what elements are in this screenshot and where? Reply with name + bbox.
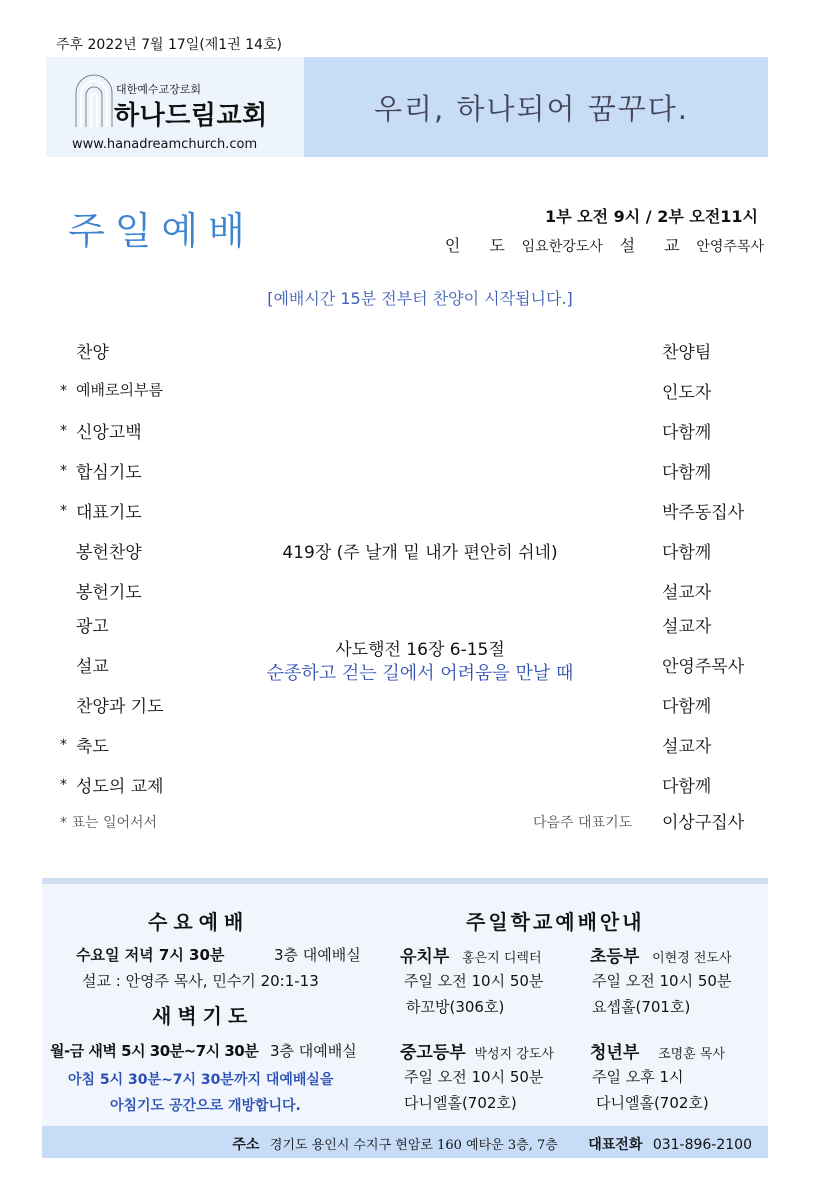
denomination: 대한예수교장로회	[116, 83, 202, 96]
sermon-info	[200, 638, 640, 686]
wednesday-time: 수요일 저녁 7시 30분	[76, 946, 225, 964]
standing-mark: *	[60, 737, 67, 753]
worship-title: 주일예배	[68, 209, 255, 253]
church-url[interactable]: www.hanadreamchurch.com	[72, 137, 258, 152]
sermon-title: 순종하고 걷는 길에서 어려움을 만날 때	[266, 663, 574, 684]
order-item-name: 합심기도	[76, 463, 142, 483]
dawn-place: 3층 대예배실	[270, 1042, 357, 1060]
sermon-scripture: 사도행전 16장 6-15절	[335, 640, 505, 660]
group-youth	[400, 1038, 554, 1063]
order-row	[0, 456, 840, 486]
order-row	[0, 536, 840, 566]
standing-mark: *	[60, 777, 67, 793]
order-item-person: 다함께	[662, 423, 712, 443]
group-leader: 박성지 강도사	[474, 1047, 554, 1062]
leader-label: 인 도	[444, 236, 517, 255]
group-time: 주일 오전 10시 50분	[404, 1068, 544, 1086]
dawn-note-1: 아침 5시 30분~7시 30분까지 대예배실을	[68, 1072, 334, 1088]
church-motto: 우리, 하나되어 꿈꾸다.	[374, 92, 689, 126]
group-room: 하꼬방(306호)	[406, 998, 505, 1016]
standing-mark: *	[60, 383, 67, 399]
group-name: 중고등부	[400, 1043, 466, 1063]
group-time: 주일 오후 1시	[592, 1068, 684, 1086]
order-item-name: 신앙고백	[76, 423, 142, 443]
worship-leaders	[445, 233, 764, 256]
group-room: 다니엘홀(702호)	[404, 1094, 517, 1112]
preacher-label: 설 교	[619, 236, 692, 255]
order-item-person: 찬양팀	[662, 343, 712, 363]
group-leader: 홍은지 디렉터	[462, 951, 542, 966]
order-row	[0, 730, 840, 760]
order-item-person: 다함께	[662, 463, 712, 483]
order-item-name: 성도의 교제	[76, 777, 164, 797]
phone-label: 대표전화	[588, 1137, 643, 1153]
church-logo	[46, 57, 304, 157]
group-time: 주일 오전 10시 50분	[404, 972, 544, 990]
order-item-person: 설교자	[662, 617, 712, 637]
church-name: 하나드림교회	[114, 101, 268, 131]
worship-notice: [예배시간 15분 전부터 찬양이 시작됩니다.]	[267, 289, 573, 308]
group-leader: 조명훈 목사	[658, 1047, 725, 1062]
order-item-person: 설교자	[662, 583, 712, 603]
group-young-adults	[590, 1038, 725, 1063]
next-week-label: 다음주 대표기도	[533, 815, 633, 831]
preacher-name: 안영주목사	[696, 239, 764, 255]
dawn-note-2: 아침기도 공간으로 개방합니다.	[110, 1098, 301, 1114]
order-item-person: 다함께	[662, 543, 712, 563]
order-row	[0, 336, 840, 366]
order-item-name: 축도	[76, 737, 109, 757]
next-week-name: 이상구집사	[662, 813, 745, 833]
order-item-person: 다함께	[662, 697, 712, 717]
order-row	[0, 770, 840, 800]
address: 경기도 용인시 수지구 현암로 160 예타운 3층, 7층	[269, 1138, 558, 1153]
order-item-name: 설교	[76, 657, 109, 677]
standing-mark: *	[60, 463, 67, 479]
wednesday-sermon: 설교 : 안영주 목사, 민수기 20:1-13	[82, 972, 319, 990]
order-item-name: 대표기도	[76, 503, 142, 523]
order-item-person: 다함께	[662, 777, 712, 797]
wednesday-title: 수요예배	[148, 910, 250, 934]
info-box	[42, 878, 768, 1136]
order-row	[0, 690, 840, 720]
dawn-time: 월-금 새벽 5시 30분~7시 30분	[50, 1042, 259, 1060]
order-item-name: 봉헌기도	[76, 583, 142, 603]
order-item-person: 설교자	[662, 737, 712, 757]
group-leader: 이현경 전도사	[652, 951, 732, 966]
leader-name: 임요한강도사	[521, 239, 603, 255]
dawn-title: 새벽기도	[152, 1004, 254, 1028]
order-row	[0, 416, 840, 446]
group-elementary	[590, 942, 732, 967]
group-name: 유치부	[400, 947, 450, 967]
order-item-person: 인도자	[662, 383, 712, 403]
order-row	[0, 376, 840, 406]
order-item-name: 찬양과 기도	[76, 697, 164, 717]
group-kindergarten	[400, 942, 542, 967]
group-room: 요셉홀(701호)	[592, 998, 691, 1016]
order-item-name: 찬양	[76, 343, 109, 363]
group-room: 다니엘홀(702호)	[596, 1094, 709, 1112]
sunday-school-title: 주일학교예배안내	[466, 910, 645, 934]
group-name: 청년부	[590, 1043, 640, 1063]
standing-mark: *	[60, 503, 67, 519]
phone-number[interactable]: 031-896-2100	[652, 1137, 752, 1153]
order-row	[0, 610, 840, 640]
standing-mark: *	[60, 423, 67, 439]
order-item-name: 광고	[76, 617, 109, 637]
order-row	[0, 496, 840, 526]
worship-times: 1부 오전 9시 / 2부 오전11시	[544, 207, 758, 226]
order-row	[0, 576, 840, 606]
address-label: 주소	[232, 1137, 260, 1153]
offering-hymn: 419장 (주 날개 밑 내가 편안히 쉬네)	[282, 543, 558, 563]
group-time: 주일 오전 10시 50분	[592, 972, 732, 990]
footer-contact	[232, 1134, 752, 1154]
church-arch-icon	[72, 71, 116, 129]
issue-date: 주후 2022년 7월 17일(제1권 14호)	[56, 37, 282, 53]
wednesday-place: 3층 대예배실	[274, 946, 361, 964]
standing-footnote: * 표는 일어서서	[60, 815, 158, 831]
order-item-person: 박주동집사	[662, 503, 745, 523]
order-item-name: 봉헌찬양	[76, 543, 142, 563]
order-item-person: 안영주목사	[662, 657, 745, 677]
group-name: 초등부	[590, 947, 640, 967]
header-banner	[46, 57, 768, 157]
order-item-name: 예배로의부름	[76, 381, 163, 399]
footer-bar	[42, 1126, 768, 1158]
